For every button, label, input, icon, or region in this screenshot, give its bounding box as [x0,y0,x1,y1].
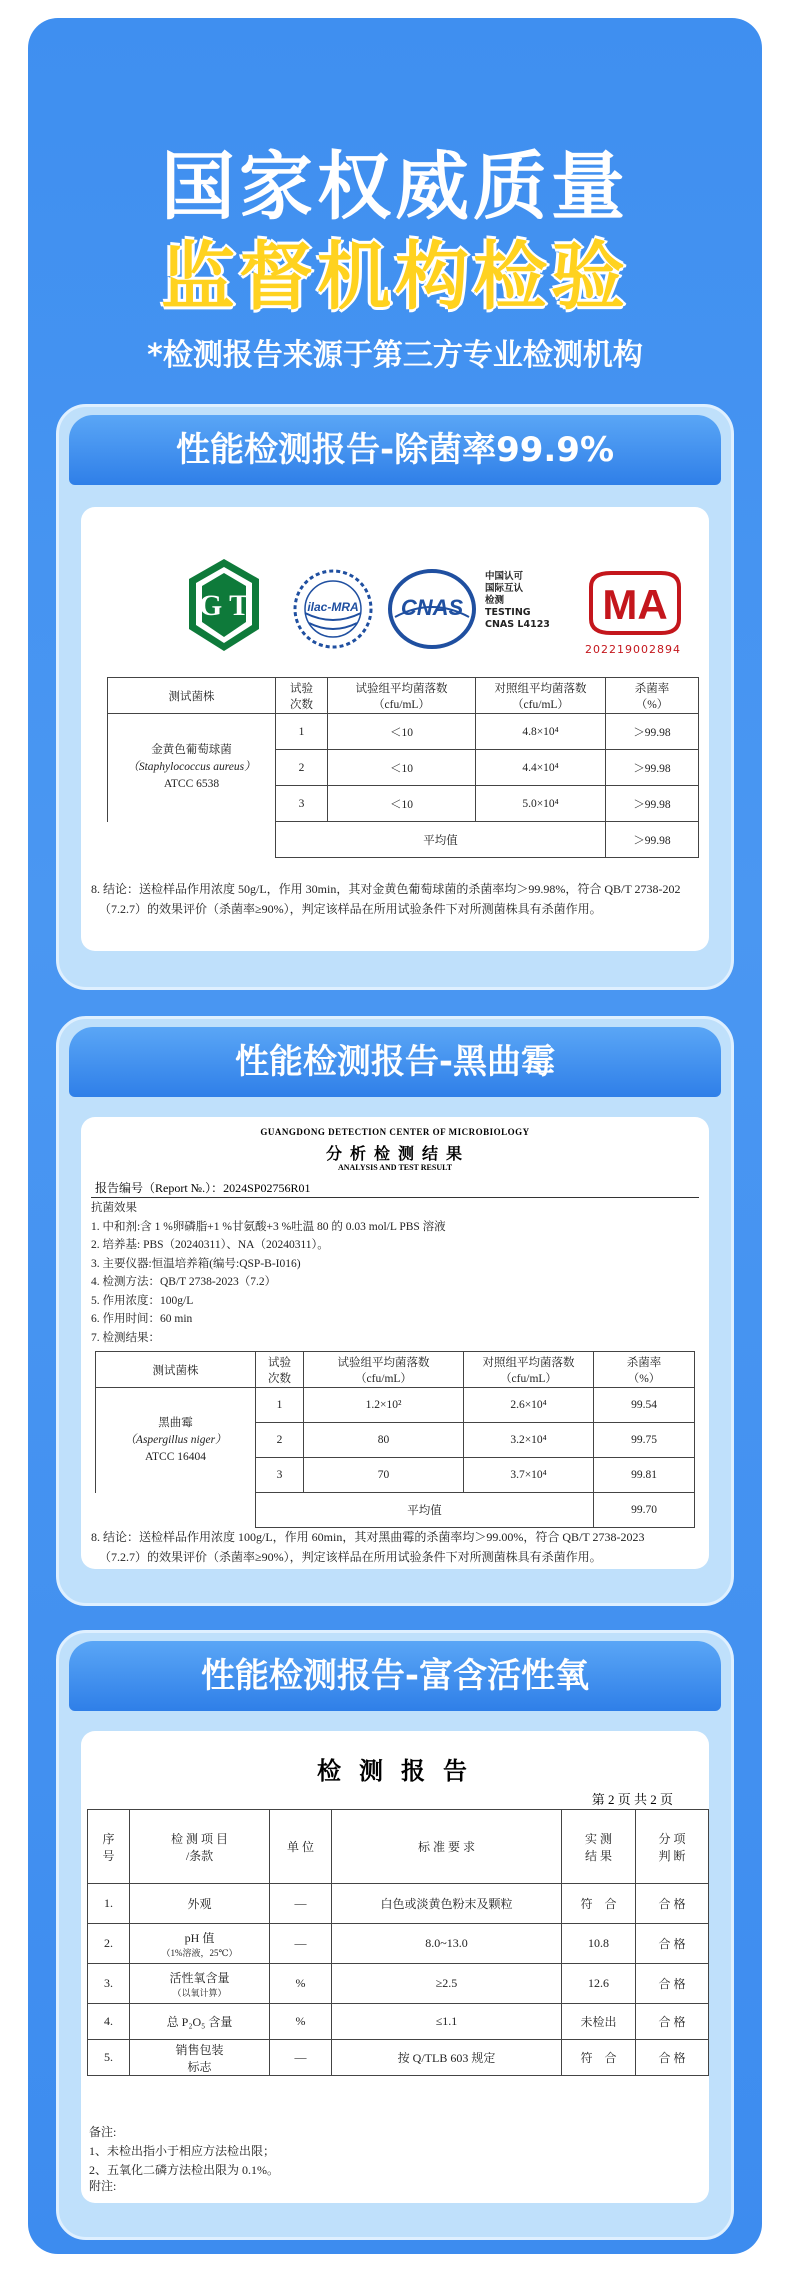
judgement-cell: 合 格 [636,1964,709,2004]
item-sub: （1%溶液，25℃） [161,1947,238,1958]
test-item-line: 抗菌效果 [91,1202,137,1214]
unit-cell: — [270,1924,332,1964]
table-header: 检 测 项 目 /条款 [130,1810,270,1884]
report-card-sterilization [56,404,734,990]
table-cell: 3 [276,786,328,822]
center-name-en: GUANGDONG DETECTION CENTER OF MICROBIOLOGY [260,1127,530,1137]
unit-cell: % [270,1964,332,2004]
table-cell: 70 [304,1458,464,1493]
card-title: 性能检测报告-黑曲霉 [69,1027,721,1097]
hero-title-line1: 国家权威质量 [161,144,629,230]
report-card-aspergillus [56,1016,734,1606]
card-title: 性能检测报告-富含活性氧 [69,1641,721,1711]
conclusion-text [91,1527,709,1567]
item-name: 活性氧含量 [169,1970,230,1985]
strain-latin: （Staphylococcus aureus） [127,761,256,774]
row-number: 2. [88,1924,130,1964]
test-items [91,1199,446,1347]
table-header: 实 测 结 果 [562,1810,636,1884]
conclusion-text [91,879,709,919]
result-cell: 10.8 [562,1924,636,1964]
table-cell: ＜10 [328,714,476,750]
table-cell: ＞99.98 [606,714,699,750]
requirement-cell: 白色或淡黄色粉末及颗粒 [332,1884,562,1924]
unit-cell: — [270,1884,332,1924]
strain-name: 金黄色葡萄球菌 [151,744,232,757]
cnas-logo-text: CNAS [400,595,464,620]
result-cell: 符 合 [562,1884,636,1924]
table-row [88,1924,709,1964]
strain-atcc: ATCC 6538 [163,778,220,791]
notes [89,2123,279,2180]
report-paper [81,1731,709,2203]
table-header: 试验 次数 [256,1352,304,1388]
test-item-line: 6. 作用时间：60 min [91,1313,193,1325]
table-header: 试验 次数 [276,678,328,714]
item-name: 外观 [187,1897,212,1911]
judgement-cell: 合 格 [636,1884,709,1924]
table-cell: 4.4×10⁴ [476,750,606,786]
doc-title: 分 析 检 测 结 果 [325,1146,464,1163]
table-header: 分 项 判 断 [636,1810,709,1884]
judgement-cell: 合 格 [636,1924,709,1964]
table-row [88,2040,709,2076]
cnas-accreditation-text [485,571,565,631]
cnas-line: CNAS L4123 [485,619,550,630]
ilac-logo-text: ilac-MRA [307,600,359,614]
table-header: 对照组平均菌落数 （cfu/mL） [464,1352,594,1388]
empty-cell [108,822,276,858]
item-sub: （以氧计算） [172,1987,227,1998]
judgement-cell: 合 格 [636,2040,709,2076]
note-line: 备注: [89,2125,117,2139]
requirement-cell: 8.0~13.0 [332,1924,562,1964]
table-cell: ＜10 [328,786,476,822]
strain-cell [96,1388,256,1493]
note-line: 1、未检出指小于相应方法检出限； [89,2144,276,2158]
item-sub: 标志 [187,2059,212,2074]
strain-cell [108,714,276,822]
row-number: 4. [88,2004,130,2040]
table-cell: 1 [276,714,328,750]
cma-logo-icon [581,567,685,657]
test-item-line: 3. 主要仪器:恒温培养箱(编号:QSP-B-I016) [91,1257,301,1270]
table-cell: 2 [256,1423,304,1458]
table-cell: ＜10 [328,750,476,786]
hero-subtitle: *检测报告来源于第三方专业检测机构 [147,338,643,373]
item-cell [130,1964,270,2004]
doc-title-en: ANALYSIS AND TEST RESULT [337,1163,453,1172]
cma-number: 202219002894 [585,643,681,656]
certification-logos [81,557,709,667]
test-item-line: 1. 中和剂:含 1 %卵磷脂+1 %甘氨酸+3 %吐温 80 的 0.03 mol/L PBS 溶液 [91,1220,446,1233]
table-cell: ＞99.98 [606,786,699,822]
table-cell: 4.8×10⁴ [476,714,606,750]
gt-logo-icon [185,557,263,653]
table-cell: 99.54 [594,1388,695,1423]
hero-title-line2: 监督机构检验 [161,234,629,320]
page-info: 第 2 页 共 2 页 [591,1792,673,1807]
table-cell: 99.75 [594,1423,695,1458]
requirement-cell: ≥2.5 [332,1964,562,2004]
table-row [88,2004,709,2040]
table-cell: 3.7×10⁴ [464,1458,594,1493]
item-name: 总 P₂O₅ 含量 [166,2015,233,2029]
conclusion-line: （7.2.7）的效果评价（杀菌率≥90%），判定该样品在所用试验条件下对所测菌株具有杀菌作用。 [99,902,602,916]
table-cell: 1 [256,1388,304,1423]
divider [91,1197,699,1198]
table-header: 对照组平均菌落数 （cfu/mL） [476,678,606,714]
table-header: 测试菌株 [96,1352,256,1388]
table-cell: 2 [276,750,328,786]
aspergillus-table [95,1351,695,1528]
requirement-cell: ≤1.1 [332,2004,562,2040]
item-cell [130,1884,270,1924]
item-cell [130,2004,270,2040]
result-cell: 符 合 [562,2040,636,2076]
test-item-line: 5. 作用浓度：100g/L [91,1294,194,1307]
test-item-line: 2. 培养基: PBS（20240311）、NA（20240311）。 [91,1239,329,1251]
requirement-cell: 按 Q/TLB 603 规定 [332,2040,562,2076]
test-item-line: 7. 检测结果： [91,1331,160,1344]
table-row [88,1884,709,1924]
row-number: 5. [88,2040,130,2076]
table-header: 试验组平均菌落数 （cfu/mL） [328,678,476,714]
table-cell: 1.2×10² [304,1388,464,1423]
table-cell: 5.0×10⁴ [476,786,606,822]
table-header: 标 准 要 求 [332,1810,562,1884]
empty-cell [96,1493,256,1528]
conclusion-line: 8. 结论：送检样品作用浓度 50g/L，作用 30min，其对金黄色葡萄球菌的杀菌率均＞99.98%，符合 QB/T 2738-202 [91,882,681,896]
table-header: 试验组平均菌落数 （cfu/mL） [304,1352,464,1388]
average-value: ＞99.98 [606,822,699,858]
table-cell: 99.81 [594,1458,695,1493]
table-cell: 80 [304,1423,464,1458]
cma-logo-text: MA [602,581,668,628]
table-cell: ＞99.98 [606,750,699,786]
gt-logo-text: G T [198,589,250,622]
table-header: 序 号 [88,1810,130,1884]
row-number: 3. [88,1964,130,2004]
strain-atcc: ATCC 16404 [144,1450,207,1463]
test-item-line: 4. 检测方法：QB/T 2738-2023（7.2） [91,1276,277,1288]
table-cell: 2.6×10⁴ [464,1388,594,1423]
inspection-table [87,1809,709,2076]
average-label: 平均值 [256,1493,594,1528]
result-cell: 未检出 [562,2004,636,2040]
row-number: 1. [88,1884,130,1924]
unit-cell: — [270,2040,332,2076]
doc-title: 检 测 报 告 [317,1759,473,1785]
average-value: 99.70 [594,1493,695,1528]
table-cell: 3.2×10⁴ [464,1423,594,1458]
note-line: 2、五氧化二磷方法检出限为 0.1%。 [89,2163,279,2177]
cnas-line: TESTING [485,607,531,618]
table-header: 测试菌株 [108,678,276,714]
table-header: 单 位 [270,1810,332,1884]
strain-latin: （Aspergillus niger） [124,1433,227,1446]
sterilization-table [107,677,699,858]
table-header: 杀菌率 （%） [594,1352,695,1388]
conclusion-line: 8. 结论：送检样品作用浓度 100g/L，作用 60min，其对黑曲霉的杀菌率均＞99.00%，符合 QB/T 2738-2023 [91,1530,645,1544]
report-card-active-oxygen [56,1630,734,2240]
card-title: 性能检测报告-除菌率99.9% [69,415,721,485]
table-cell: 3 [256,1458,304,1493]
item-cell [130,1924,270,1964]
unit-cell: % [270,2004,332,2040]
strain-name: 黑曲霉 [158,1416,193,1429]
report-paper [81,507,709,951]
item-cell [130,2040,270,2076]
table-header: 杀菌率 （%） [606,678,699,714]
item-name: pH 值 [184,1930,215,1945]
ilac-mra-logo-icon [291,567,375,651]
table-row [88,1964,709,2004]
cnas-line: 国际互认 [485,583,524,594]
judgement-cell: 合 格 [636,2004,709,2040]
item-name: 销售包装 [175,2042,224,2057]
result-cell: 12.6 [562,1964,636,2004]
cnas-line: 检测 [485,595,505,606]
report-number: 报告编号（Report №.）：2024SP02756R01 [95,1181,311,1195]
report-paper [81,1117,709,1569]
conclusion-line: （7.2.7）的效果评价（杀菌率≥90%），判定该样品在所用试验条件下对所测菌株具有杀菌作用。 [99,1550,602,1564]
footer-note: 附注: [89,2179,117,2193]
cnas-line: 中国认可 [485,571,524,582]
average-label: 平均值 [276,822,606,858]
cnas-logo-icon [387,567,477,651]
